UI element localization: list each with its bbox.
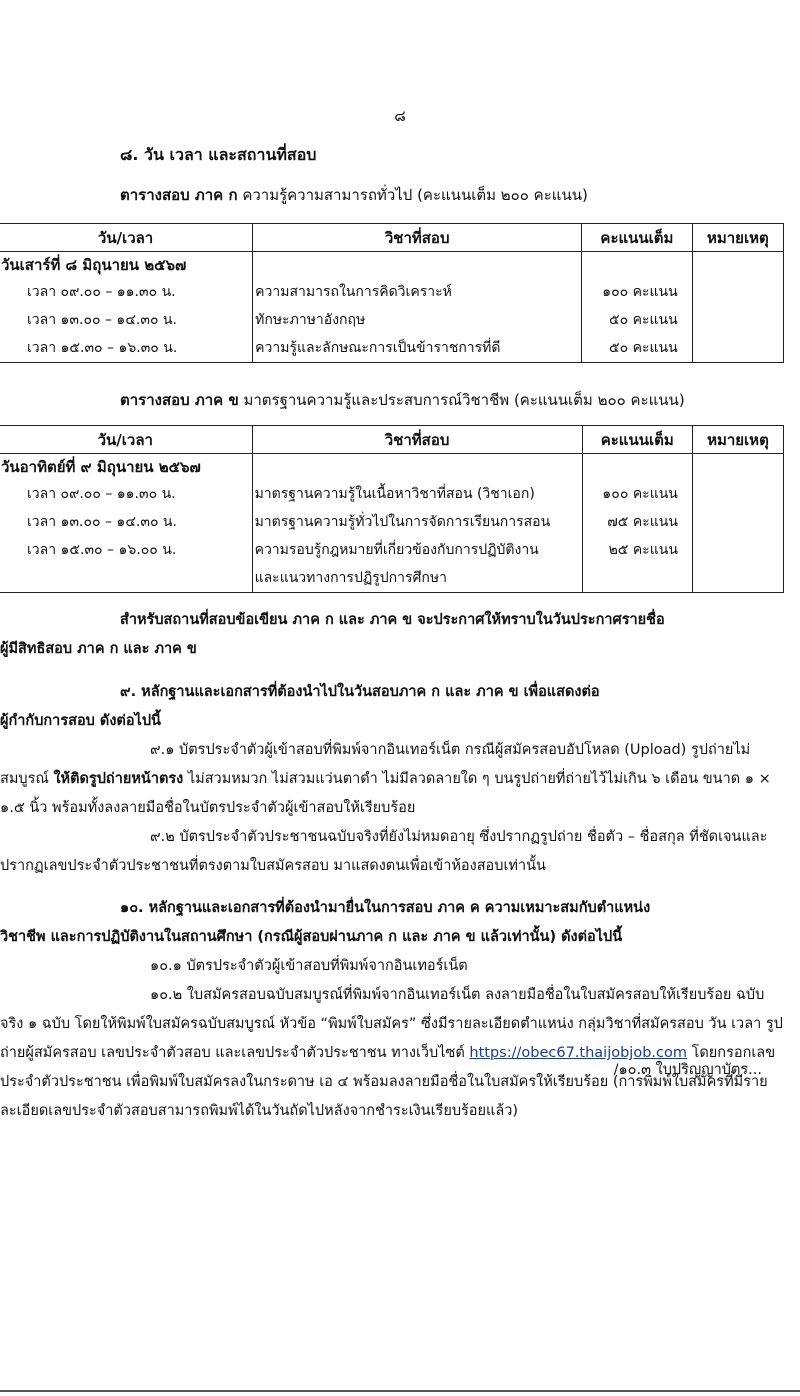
header-remarks: หมายเหตุ (692, 224, 783, 252)
exam-subject: มาตรฐานความรู้ทั่วไปในการจัดการเรียนการสอน (254, 514, 551, 530)
table-a-caption (120, 183, 588, 207)
venue-note (0, 606, 786, 664)
exam-subject: ความสามารถในการคิดวิเคราะห์ (255, 284, 452, 300)
website-link[interactable]: https://obec67.thaijobjob.com (469, 1045, 687, 1061)
header-remarks: หมายเหตุ (692, 426, 783, 454)
table-a-caption-bold: ตารางสอบ ภาค ก (120, 186, 238, 204)
subject-cell (252, 454, 582, 593)
item-text: ๑๐.๒ ใบสมัครสอบฉบับสมบูรณ์ที่พิมพ์จากอินเทอร์เน็ต ลงลายมือชื่อในใบสมัครสอบให้เรียบร้อย ฉบับจริง ๑ ฉบับ โดยให้พิมพ์ใบสมัครฉบับสมบูรณ์ หัวข้อ “พิมพ์ใบสมัคร” ซึ่งมีรายละเอียดตำแหน่ง กลุ่มวิชาที่สมัครสอบ วัน เวลา รูปถ่ายผู้สมัครสอบ เลขประจำตัวสอบ และเลขประจำตัวประชาชน ทางเว็บไซต์ (0, 987, 783, 1061)
header-subject: วิชาที่สอบ (252, 426, 582, 454)
exam-time: เวลา ๑๕.๓๐ – ๑๖.๐๐ น. (27, 542, 177, 558)
exam-score: ๕๐ คะแนน (609, 312, 678, 328)
next-page-reference: /๑๐.๓ ใบปริญญาบัตร... (613, 1062, 762, 1078)
date-time-cell (0, 252, 253, 363)
exam-day: วันอาทิตย์ที่ ๙ มิถุนายน ๒๕๖๗ (1, 458, 201, 476)
section-9-item-1 (0, 736, 786, 823)
header-date-time: วัน/เวลา (0, 224, 253, 252)
item-emphasis: ให้ติดรูปถ่ายหน้าตรง (53, 771, 184, 787)
exam-table-a (0, 223, 784, 363)
exam-subject: ความรอบรู้กฎหมายที่เกี่ยวข้องกับการปฏิบัติงาน (254, 542, 539, 558)
exam-subject-continued: และแนวทางการปฏิรูปการศึกษา (254, 570, 447, 586)
table-a-header-row (0, 224, 784, 252)
table-row (0, 252, 784, 363)
exam-score: ๒๕ คะแนน (608, 542, 678, 558)
exam-score: ๑๐๐ คะแนน (602, 486, 678, 502)
header-full-score: คะแนนเต็ม (582, 426, 692, 454)
section-10-title-continued: วิชาชีพ และการปฏิบัติงานในสถานศึกษา (กรณีผู้สอบผ่านภาค ก และ ภาค ข แล้วเท่านั้น) ดังต่อไปนี้ (0, 929, 623, 945)
score-cell (582, 252, 693, 363)
exam-table-b (0, 425, 784, 593)
table-row (0, 454, 784, 593)
section-9-title: ๙. หลักฐานและเอกสารที่ต้องนำไปในวันสอบภาค ก และ ภาค ข เพื่อแสดงต่อ (120, 684, 600, 700)
exam-subject: ทักษะภาษาอังกฤษ (255, 312, 366, 328)
section-10-item-1: ๑๐.๑ บัตรประจำตัวผู้เข้าสอบที่พิมพ์จากอินเทอร์เน็ต (150, 958, 468, 974)
venue-note-line-1: สำหรับสถานที่สอบข้อเขียน ภาค ก และ ภาค ข จะประกาศให้ทราบในวันประกาศรายชื่อ (120, 612, 665, 628)
section-9-title-continued: ผู้กำกับการสอบ ดังต่อไปนี้ (0, 713, 161, 729)
section-10 (0, 894, 786, 1126)
exam-time: เวลา ๑๓.๐๐ – ๑๔.๓๐ น. (27, 312, 177, 328)
exam-score: ๗๕ คะแนน (607, 514, 678, 530)
exam-time: เวลา ๑๓.๐๐ – ๑๔.๓๐ น. (27, 514, 177, 530)
page-number: ๘ (394, 107, 406, 125)
section-8-title: ๘. วัน เวลา และสถานที่สอบ (120, 145, 317, 164)
header-subject: วิชาที่สอบ (253, 224, 582, 252)
table-b-header-row (0, 426, 784, 454)
header-date-time: วัน/เวลา (0, 426, 252, 454)
remarks-cell (692, 454, 783, 593)
exam-time: เวลา ๐๙.๐๐ – ๑๑.๓๐ น. (27, 284, 176, 300)
exam-time: เวลา ๑๕.๓๐ – ๑๖.๓๐ น. (27, 340, 178, 356)
exam-score: ๕๐ คะแนน (609, 340, 678, 356)
item-text: ไม่สวมหมวก ไม่สวมแว่นตาดำ ไม่มีลวดลายใด ๆ บนรูปถ่ายที่ถ่ายไว้ไม่เกิน ๖ เดือน ขนาด ๑ × ๑.๕ นิ้ว พร้อมทั้งลงลายมือชื่อในบัตรประจำตัวผู้เข้าสอบให้เรียบร้อย (0, 771, 771, 816)
page-bottom-border (0, 1390, 800, 1392)
table-b-caption (120, 388, 685, 412)
remarks-cell (692, 252, 783, 363)
exam-day: วันเสาร์ที่ ๘ มิถุนายน ๒๕๖๗ (1, 256, 187, 274)
date-time-cell (0, 454, 252, 593)
exam-score: ๑๐๐ คะแนน (602, 284, 678, 300)
section-9-item-2: ๙.๒ บัตรประจำตัวประชาชนฉบับจริงที่ยังไม่หมดอายุ ซึ่งปรากฏรูปถ่าย ชื่อตัว – ชื่อสกุล ที่ชัดเจนและปรากฏเลขประจำตัวประชาชนที่ตรงตามใบสมัครสอบ มาแสดงตนเพื่อเข้าห้องสอบเท่านั้น (0, 829, 768, 874)
item-text: โดยกรอกเลขประจำตัวประชาชน เพื่อพิมพ์ใบสมัครลงในกระดาษ เอ ๔ พร้อมลงลายมือชื่อในใบสมัครให้เรียบร้อย (การพิมพ์ใบสมัครที่มีรายละเอียดเลขประจำตัวสอบสามารถพิมพ์ได้ในวันถัดไปหลังจากชำระเงินเรียบร้อยแล้ว) (0, 1045, 776, 1119)
exam-subject: ความรู้และลักษณะการเป็นข้าราชการที่ดี (255, 340, 501, 356)
subject-cell (253, 252, 582, 363)
section-10-item-2 (0, 981, 786, 1126)
header-full-score: คะแนนเต็ม (582, 224, 693, 252)
table-b-caption-rest: มาตรฐานความรู้และประสบการณ์วิชาชีพ (คะแนนเต็ม ๒๐๐ คะแนน) (243, 391, 685, 409)
table-a-caption-rest: ความรู้ความสามารถทั่วไป (คะแนนเต็ม ๒๐๐ คะแนน) (242, 186, 588, 204)
section-10-title: ๑๐. หลักฐานและเอกสารที่ต้องนำมายื่นในการสอบ ภาค ค ความเหมาะสมกับตำแหน่ง (120, 900, 651, 916)
venue-note-line-2: ผู้มีสิทธิสอบ ภาค ก และ ภาค ข (0, 641, 197, 657)
item-text: ๙.๑ บัตรประจำตัวผู้เข้าสอบที่พิมพ์จากอินเทอร์เน็ต กรณีผู้สมัครสอบอัปโหลด (Upload) รูปถ่ายไม่สมบูรณ์ (0, 742, 751, 787)
section-9 (0, 678, 786, 881)
exam-time: เวลา ๐๙.๐๐ – ๑๑.๓๐ น. (27, 486, 176, 502)
exam-subject: มาตรฐานความรู้ในเนื้อหาวิชาที่สอน (วิชาเอก) (254, 486, 535, 502)
table-b-caption-bold: ตารางสอบ ภาค ข (120, 391, 239, 409)
score-cell (582, 454, 692, 593)
